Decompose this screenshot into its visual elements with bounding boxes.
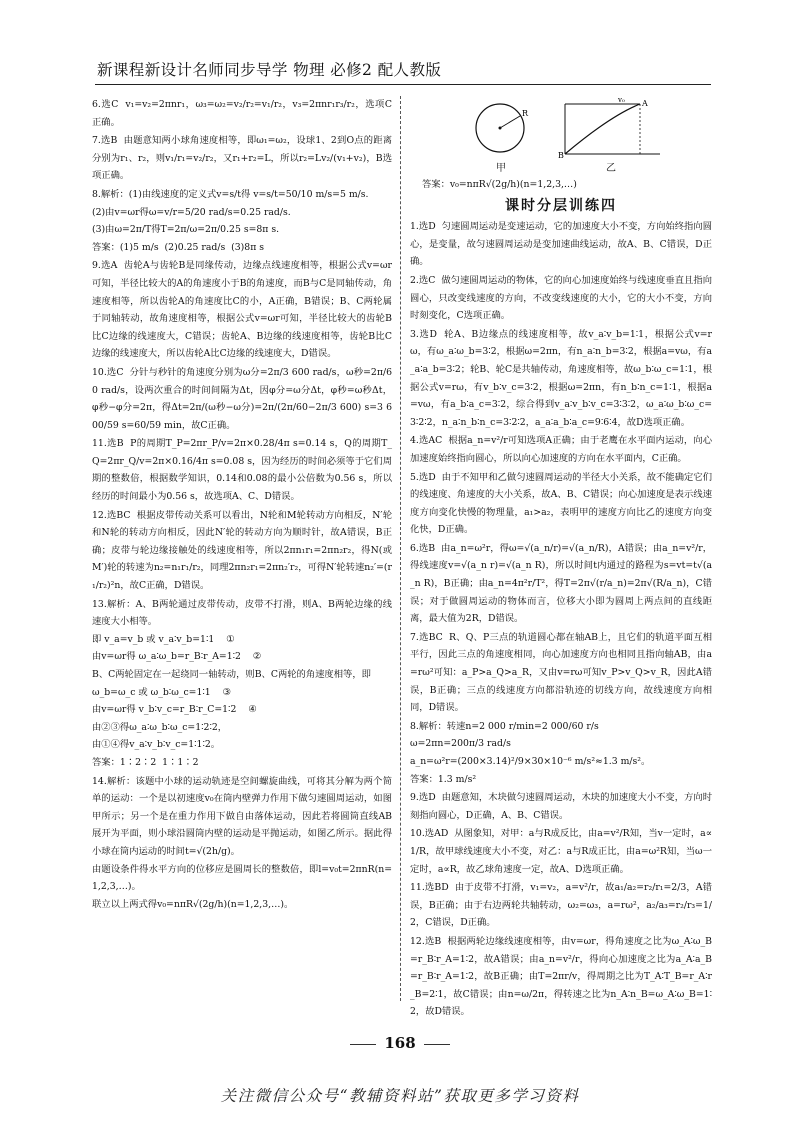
answer-text: 12.选BC 根据皮带传动关系可以看出，N轮和M轮转动方向相反，N′轮和N轮的转动方向相反，因此N′轮的转动方向为顺时针，故A错误，B正确；皮带与轮边缘接触处的线速度相等，所以2πn₁r₁=2πn₂r₂，得N(或M′)轮的转速为n₂=n₁r₁/r₂，同理2πn₂r₁=2πn₂′r₂，可得N′轮转速n₂′=(r₁/r₂)²n，故C正确，D错误。 bbox=[92, 509, 392, 592]
answer-text: 7.选BC R、Q、P三点的轨道圆心都在轴AB上，且它们的轨道平面互相平行，因此三点的角速度相同，向心加速度方向也相同且指向轴AB，由a=rω²可知：a_P>a_Q>a_R，又由v=rω可知v_P>v_Q>v_R，因此A错误，B正确；三点的线速度方向都沿轨迹的切线方向，故线速度方向相同，D错误。 bbox=[410, 631, 712, 714]
exercise-item-4 bbox=[410, 432, 712, 467]
answer-text: 9.选D 由题意知，木块做匀速圆周运动，木块的加速度大小不变，方向时刻指向圆心，D正确，A、B、C错误。 bbox=[410, 792, 712, 821]
exercise-item-6 bbox=[410, 540, 712, 628]
exercise-item-7 bbox=[410, 629, 712, 717]
answer-text: 1.选D 匀速圆周运动是变速运动，它的加速度大小不变，方向始终指向圆心，是变量，故匀速圆周运动是变加速曲线运动，故A、B、C错误，D正确。 bbox=[410, 221, 712, 268]
answer-text: 6.选B 由a_n=ω²r，得ω=√(a_n/r)=√(a_n/R)，A错误；由a_n=v²/r，得线速度v=√(a_n r)=√(a_n R)，所以时间t内通过的路程为s=vt=t√(a_n R)，B正确；由a_n=4π²r/T²，得T=2π√(r/a_n)=2π√(R/a_n)，C错误；对于做圆周运动的物体而言，位移大小即为圆周上两点间的直线距离，最大值为2R，D错误。 bbox=[410, 542, 712, 625]
answer-text: 4.选AC 根据a_n=v²/r可知选项A正确；由于老鹰在水平面内运动，向心加速度始终指向圆心，所以向心加速度的方向在水平面内，C正确。 bbox=[410, 435, 712, 464]
answer-14-result bbox=[410, 176, 712, 194]
page-number-dash-right bbox=[424, 1044, 450, 1045]
answer-text: 8.解析：转速n=2 000 r/min=2 000/60 r/s ω=2πn=200π/3 rad/s a_n=ω²r=(200×3.14)²/9×30×10⁻⁶ m/s²≈1.3 m/s²。 答案：1.3 m/s² bbox=[410, 720, 651, 785]
answer-text: 2.选C 做匀速圆周运动的物体，它的向心加速度始终与线速度垂直且指向圆心，只改变线速度的方向，不改变线速度的大小，它的大小不变，方向时刻变化，C选项正确。 bbox=[410, 274, 712, 322]
answer-text: 8.解析：(1)由线速度的定义式v=s/t得 v=s/t=50/10 m/s=5 m/s. (2)由v=ωr得ω=v/r=5/20 rad/s=0.25 rad/s. (3)由ω=2π/T得T=2π/ω=2π/0.25 s=8π s. 答案：(1)5 m/s (2)0.25 rad/s (3)8π s bbox=[92, 188, 369, 253]
answer-item-13 bbox=[92, 596, 392, 772]
answer-item-10 bbox=[92, 364, 392, 434]
exercise-item-10 bbox=[410, 825, 712, 878]
page-number-dash-left bbox=[350, 1044, 376, 1045]
answer-item-8 bbox=[92, 186, 392, 256]
page-header bbox=[95, 54, 711, 85]
exercise-item-11 bbox=[410, 879, 712, 932]
answer-text: 5.选D 由于不知甲和乙做匀速圆周运动的半径大小关系，故不能确定它们的线速度、角速度的大小关系，故A、B、C错误；向心加速度是表示线速度方向变化快慢的物理量，a₁>a₂，表明甲的速度方向比乙的速度方向变化快，D正确。 bbox=[410, 471, 712, 536]
answer-item-9 bbox=[92, 257, 392, 363]
left-column bbox=[92, 96, 392, 914]
answer-item-11 bbox=[92, 435, 392, 505]
exercise-item-2 bbox=[410, 272, 712, 325]
answer-text: 11.选BD 由于皮带不打滑，v₁=v₂，a=v²/r，故a₁/a₂=r₂/r₁=2/3，A错误，B正确；由于右边两轮共轴转动，ω₂=ω₃，a=rω²，a₂/a₃=r₂/r₃=1/2，C错误，D正确。 bbox=[410, 882, 712, 929]
answer-text: 12.选B 根据两轮边缘线速度相等，由v=ωr，得角速度之比为ω_A∶ω_B=r_B∶r_A=1∶2，故A错误；由a_n=v²/r，得向心加速度之比为a_A∶a_B=r_B∶r_A=1∶2，故B正确；由T=2πr/v，得周期之比为T_A∶T_B=r_A∶r_B=2∶1，故C错误；由n=ω/2π，得转速之比为n_A∶n_B=ω_A∶ω_B=1∶2，故D错误。 bbox=[410, 935, 712, 1018]
svg-text:R: R bbox=[522, 109, 529, 118]
page-number bbox=[0, 1034, 800, 1052]
exercise-item-1 bbox=[410, 218, 712, 271]
header-title: 新课程新设计名师同步导学 物理 必修2 配人教版 bbox=[97, 61, 442, 79]
answer-text: 3.选D 轮A、B边缘点的线速度相等，故v_a∶v_b=1∶1，根据公式v=rω，有ω_a∶ω_b=3∶2，根据ω=2πn，有n_a∶n_b=3∶2，根据a=vω，有a_a∶a_b=3∶2；轮B、轮C是共轴传动，角速度相等，故ω_b∶ω_c=1∶1，根据公式v=rω，有v_b∶v_c=3∶2，根据ω=2πn，有n_b∶n_c=1∶1，根据a=vω，有a_b∶a_c=3∶2，综合得到v_a∶v_b∶v_c=3∶3∶2，ω_a∶ω_b∶ω_c=3∶2∶2，n_a∶n_b∶n_c=3∶2∶2，a_a∶a_b∶a_c=9∶6∶4，故D选项正确。 bbox=[410, 328, 712, 428]
answer-text: 9.选A 齿轮A与齿轮B是同缘传动，边缘点线速度相等，根据公式v=ωr可知，半径比较大的A的角速度小于B的角速度，而B与C是同轴传动，角速度相等，所以齿轮A的角速度比C的小，A正确，B错误；B、C两轮属于同轴转动，故角速度相等，根据公式v=ωr可知，半径比较大的齿轮B比C边缘的线速度大，C错误；齿轮A、B边缘的线速度相等，齿轮B比C边缘的线速度大，所以齿轮A比C边缘的线速度大，D错误。 bbox=[92, 260, 392, 360]
right-column bbox=[410, 96, 712, 1022]
footer-promo: 关注微信公众号“教辅资料站”获取更多学习资料 bbox=[220, 1087, 580, 1105]
answer-item-6 bbox=[92, 96, 392, 131]
answer-text: 10.选AD 从图象知，对甲：a与R成反比，由a=v²/R知，当v一定时，a∝1/R，故甲球线速度大小不变，对乙：a与R成正比，由a=ω²R知，当ω一定时，a∝R，故乙球角速度一定，故A、D选项正确。 bbox=[410, 828, 712, 875]
exercise-item-12 bbox=[410, 933, 712, 1021]
page-number-value: 168 bbox=[384, 1034, 416, 1052]
answer-text: 14.解析：该题中小球的运动轨迹是空间螺旋曲线，可将其分解为两个简单的运动：一个是以初速度v₀在筒内壁弹力作用下做匀速圆周运动，如图甲所示；另一个是在重力作用下做自由落体运动，因此若将圆筒直线AB展开为平面，则小球沿圆筒内壁的运动是平抛运动，如图乙所示。据此得小球在筒内运动的时间t=√(2h/g)。 由题设条件得水平方向的位移应是圆周长的整数倍，即l=v₀t=2πnR(n=1,2,3,…)。 联立以上两式得v₀=nπR√(2g/h)(n=1,2,3,…)。 bbox=[92, 775, 392, 910]
column-divider bbox=[400, 96, 401, 1001]
section-title: 课时分层训练四 bbox=[505, 197, 617, 214]
figure-label-jia: 甲 bbox=[496, 163, 506, 174]
exercise-item-5 bbox=[410, 469, 712, 539]
exercise-item-8 bbox=[410, 718, 712, 788]
answer-item-7 bbox=[92, 132, 392, 185]
answer-item-14 bbox=[92, 773, 392, 914]
answer-item-12 bbox=[92, 507, 392, 595]
answer-text: 7.选B 由题意知两小球角速度相等，即ω₁=ω₂，设球1、2到O点的距离分别为r₁、r₂，则v₁/r₁=v₂/r₂，又r₁+r₂=L，所以r₂=Lv₂/(v₁+v₂)，B选项正确。 bbox=[92, 135, 392, 182]
answer-text: 10.选C 分针与秒针的角速度分别为ω分=2π/3 600 rad/s，ω秒=2π/60 rad/s，设两次重合的时间间隔为Δt，因φ分=ω分Δt，φ秒=ω秒Δt，φ秒−φ分=2π，得Δt=2π/(ω秒−ω分)=2π/(2π/60−2π/3 600) s=3 600/59 s=60/59 min，故C正确。 bbox=[92, 366, 392, 431]
figure-label-yi: 乙 bbox=[606, 163, 616, 174]
answer-text: 6.选C v₁=v₂=2πnr₁，ω₃=ω₂=v₂/r₂=v₁/r₂，v₃=2πnr₁r₃/r₂，选项C正确。 bbox=[92, 99, 392, 128]
exercise-item-3 bbox=[410, 326, 712, 432]
svg-text:v₀: v₀ bbox=[618, 96, 625, 104]
figure-circle-and-parabola bbox=[470, 96, 712, 174]
svg-text:A: A bbox=[642, 99, 648, 108]
answer-text: 11.选B P的周期T_P=2πr_P/v=2π×0.28/4π s=0.14 s，Q的周期T_Q=2πr_Q/v=2π×0.16/4π s=0.08 s，因为经历的时间必须等于它们周期的整数倍，根据数学知识，0.14和0.08的最小公倍数为0.56 s，所以经历的时间最小为0.56 s，故选项A、C、D错误。 bbox=[92, 438, 392, 503]
svg-text:B: B bbox=[558, 151, 564, 160]
answer-text: 13.解析：A、B两轮通过皮带传动，皮带不打滑，则A、B两轮边缘的线速度大小相等。 即 v_a=v_b 或 v_a∶v_b=1∶1 ① 由v=ωr得 ω_a∶ω_b=r_B∶r_A=1∶2 ② B、C两轮固定在一起绕同一轴转动，则B、C两轮的角速度相等，即 ω_b=ω_c 或 ω_b∶ω_c=1∶1 ③ 由v=ωr得 v_b∶v_c=r_B∶r_C=1∶2 ④ 由②③得ω_a∶ω_b∶ω_c=1∶2∶2， 由①④得v_a∶v_b∶v_c=1∶1∶2。 答案：1∶2∶2 1∶1∶2 bbox=[92, 598, 392, 768]
exercise-item-9 bbox=[410, 789, 712, 824]
answer-text: 答案：v₀=nπR√(2g/h)(n=1,2,3,…) bbox=[422, 179, 577, 190]
